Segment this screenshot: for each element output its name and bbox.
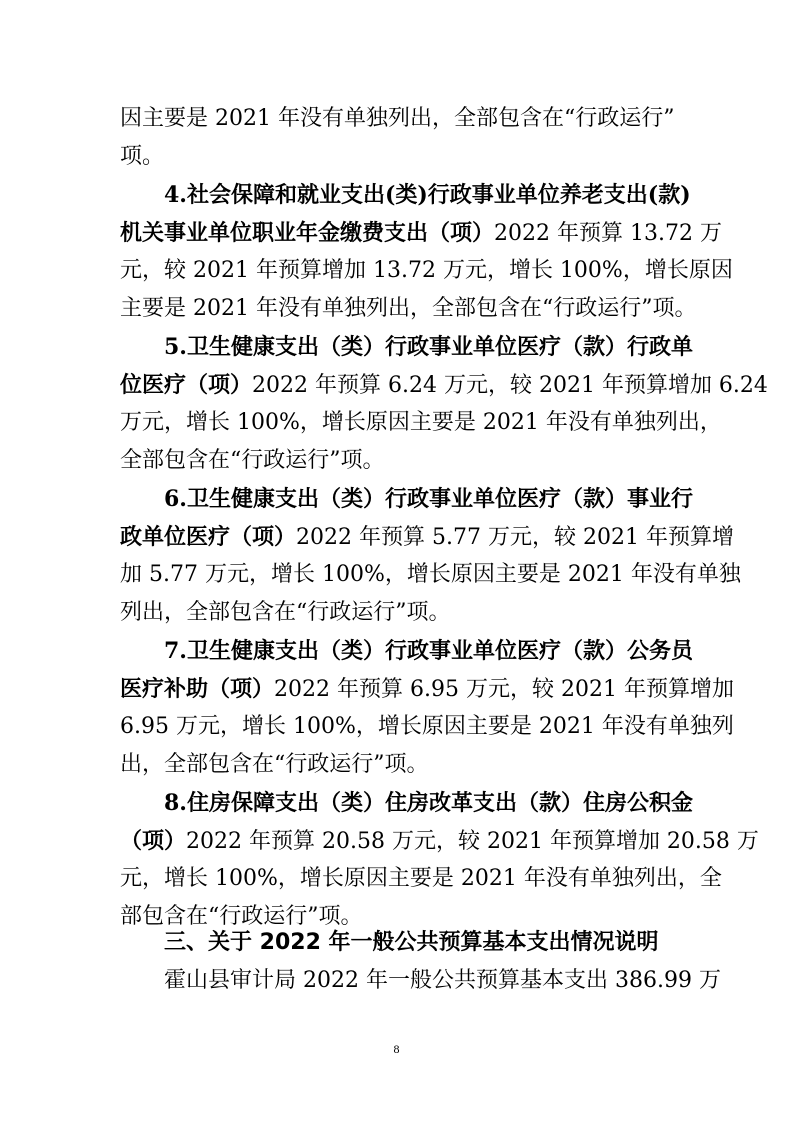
- item-7-line-2: [120, 674, 734, 704]
- item-6-line-3: 加 5.77 万元，增长 100%，增长原因主要是 2021 年没有单独: [120, 562, 741, 587]
- item-6-line-2: [120, 522, 734, 552]
- item-7-line-3: 6.95 万元，增长 100%，增长原因主要是 2021 年没有单独列: [120, 714, 734, 739]
- item-5-title: 5.卫生健康支出（类）行政事业单位医疗（款）行政单: [164, 334, 693, 360]
- item-8-title-cont: （项）: [120, 828, 187, 854]
- item-8-text: 2022 年预算 20.58 万元，较 2021 年预算增加 20.58 万: [186, 829, 759, 854]
- item-7-title: 7.卫生健康支出（类）行政事业单位医疗（款）公务员: [164, 638, 693, 664]
- item-8-line-4: 部包含在“行政运行”项。: [120, 904, 363, 929]
- item-7-line-4: 出，全部包含在“行政运行”项。: [120, 752, 429, 777]
- item-8-line-3: 元，增长 100%，增长原因主要是 2021 年没有单独列出，全: [120, 866, 722, 891]
- item-7-text: 2022 年预算 6.95 万元，较 2021 年预算增加: [274, 677, 734, 702]
- item-4-title: 4.社会保障和就业支出(类)行政事业单位养老支出(款): [164, 182, 691, 208]
- paragraph-line: 因主要是 2021 年没有单独列出，全部包含在“行政运行”: [120, 106, 675, 131]
- item-5-title-cont: 位医疗（项）: [120, 372, 253, 398]
- item-6-line-4: 列出，全部包含在“行政运行”项。: [120, 600, 451, 625]
- item-4-title-cont: 机关事业单位职业年金缴费支出（项）: [120, 220, 495, 246]
- item-8-title: 8.住房保障支出（类）住房改革支出（款）住房公积金: [164, 790, 693, 816]
- item-6-title: 6.卫生健康支出（类）行政事业单位医疗（款）事业行: [164, 486, 693, 512]
- item-7-title-cont: 医疗补助（项）: [120, 676, 275, 702]
- item-4-line-3: 元，较 2021 年预算增加 13.72 万元，增长 100%，增长原因: [120, 258, 733, 283]
- item-4-line-2: [120, 218, 722, 248]
- item-4-line-4: 主要是 2021 年没有单独列出，全部包含在“行政运行”项。: [120, 296, 697, 321]
- item-5-line-4: 全部包含在“行政运行”项。: [120, 448, 385, 473]
- section-3-line-1: 霍山县审计局 2022 年一般公共预算基本支出 386.99 万: [164, 968, 721, 993]
- item-5-line-3: 万元，增长 100%，增长原因主要是 2021 年没有单独列出，: [120, 410, 722, 435]
- item-6-text: 2022 年预算 5.77 万元，较 2021 年预算增: [296, 525, 734, 550]
- paragraph-line: 项。: [120, 144, 165, 169]
- page-number: 8: [393, 1042, 400, 1056]
- item-8-line-2: [120, 826, 759, 856]
- item-5-text: 2022 年预算 6.24 万元，较 2021 年预算增加 6.24: [252, 373, 768, 398]
- item-6-title-cont: 政单位医疗（项）: [120, 524, 297, 550]
- item-4-text: 2022 年预算 13.72 万: [494, 221, 722, 246]
- section-3-heading: 三、关于 2022 年一般公共预算基本支出情况说明: [164, 930, 659, 955]
- item-5-line-2: [120, 370, 768, 400]
